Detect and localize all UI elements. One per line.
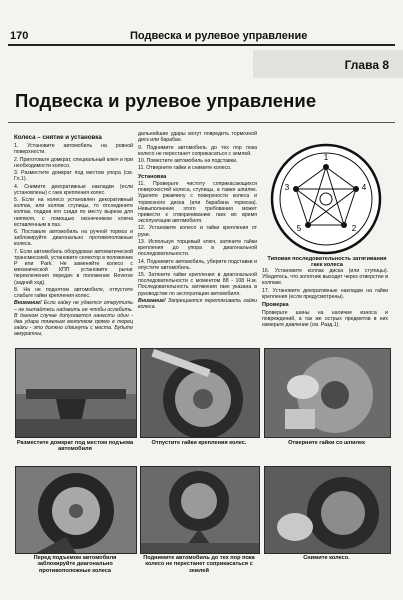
warning-label: Внимание! [138,297,166,304]
subsection-heading: Проверка [262,301,289,308]
stud-label: 2 [351,224,357,233]
photo-caption: Поднимите автомобиль до тех пор пока колесо не перестанет соприкасаться с землей [143,555,255,574]
remove-wheel-image [265,467,390,553]
stud-1 [323,164,329,170]
paragraph: 13. Используя торцевый ключ, затяните гайки крепления до упора в диагональной последовательности. [138,238,257,258]
paragraph: 16. Установите колпак диска (или ступицы). Убедитесь, что золотник выходит через отверстие в колпаке. [262,268,388,287]
stud-label: 5 [296,224,302,233]
photo-block-wheels [15,466,137,554]
running-header: Подвеска и рулевое управление [130,30,308,42]
page-number: 170 [10,30,29,42]
warning-text: Запрещается перетягивать гайки колеса. [138,297,257,311]
warning-paragraph [14,300,133,337]
paragraph: 1. Установите автомобиль на ровной поверхности. [14,143,133,156]
raise-car-image [141,467,259,553]
photo-raise-car [140,466,260,554]
photo-remove-wheel [264,466,391,554]
stud-4 [305,222,311,228]
paragraph: Проверьте шины на наличие износа и повреждений, а так же острых предметов в них измерьте давление (см. Разд.1). [262,309,388,328]
title-rule [8,122,395,123]
page-title: Подвеска и рулевое управление [15,90,317,111]
block-wheels-image [16,467,136,553]
photo-caption: Перед подъемом автомобиля заблокируйте диагонально противоположные колеса [33,555,117,574]
paragraph: дальнейшие удары могут повредить тормозной диск или барабан. [138,131,257,144]
stud-3 [341,222,347,228]
stud-label: 4 [361,183,367,192]
remove-nuts-image [265,349,390,437]
paragraph: 12. Установите колесо и гайки крепления от руки. [138,225,257,238]
stud-2 [353,186,359,192]
photo-remove-nuts [264,348,391,438]
loosen-nuts-image [141,349,259,437]
paragraph: 5. Если на колесо установлен декоративный колпак, или колпак ступицы, то отсоедините колпак, поддев его сзади по месту выреза для ниппеля, с помощью оконечником ключа вставленным в паз. [14,197,133,228]
text-column-2 [138,131,257,311]
warning-label: Внимание! [14,300,42,307]
paragraph: 11. Отверните гайки и снимите колесо. [138,165,232,172]
photo-caption: Разместите домкрат под местом подъема автомобиля [16,440,134,453]
jack-point-image [16,349,136,437]
warning-paragraph [138,298,257,310]
warning-text: Если гайку не удается открутить – не пытайтесь надавить ее чтобы ослабить. В данном случае допускается нанести один - два удара тяжелым молотком прямо в торец гайки - это должно сдвинуть с места. Будьте аккуратны, [14,300,133,338]
photo-caption: Отверните гайки со шпилек [288,440,365,446]
chapter-label: Глава 8 [344,58,389,72]
paragraph: 7. Если автомобиль оборудован автоматической трансмиссией, установите селектор в положение P или Park. Не заменяйте колесо с механической КПП установите рычаг переключения передач в положение Reverse (задний ход). [14,248,133,286]
paragraph: 2. Приготовьте домкрат, специальный ключ и при необходимости колесо. [14,156,133,169]
diagram-caption: Типовая последовательность затягивания гаек колеса [267,256,387,269]
paragraph: 4. Снимите декоративные накладки (если установлены) с гаек крепления колес. [14,183,133,196]
paragraph: 11. Проверьте чистоту соприкасающихся поверхностей колеса, ступицы, а также шпилек. Удалите ржавчину с поверхности колеса и тормозного диска (или барабана тормоза). Невыполнение этого требования может привести к отворачиванию гаек во время эксплуатации автомобиля. [138,181,257,225]
photo-jack-point [15,348,137,438]
subsection-heading: Установка [138,173,167,180]
text-column-1 [14,135,133,339]
paragraph: 3. Разместите домкрат под местом упора (см. Гл.1). [14,170,133,183]
stud-5 [293,186,299,192]
paragraph: 9. Поднимите автомобиль до тех пор пока колесо не перестанет соприкасаться с землей. [138,144,257,157]
photo-caption: Снимите колесо. [303,555,350,561]
paragraph: 8. На не поднятом автомобиле, отпустите слабьте гайки крепления колес. [14,286,133,300]
paragraph: 14. Поднимите автомобиль, уберите подставки и опустите автомобиль. [138,258,257,271]
paragraph: 10. Поместите автомобиль на подставки. [138,158,238,164]
section-heading: Колеса – снятие и установка [14,134,102,141]
paragraph: 15. Затяните гайки крепления в диагональной последовательности с моментом 88 - 108 Н.м. Последовательность затяжения гаек указана в руководстве по эксплуатации автомобиля. [138,272,257,297]
stud-label: 3 [284,183,290,192]
photo-loosen-nuts [140,348,260,438]
stud-label: 1 [323,153,329,162]
photo-caption: Отпустите гайки крепления колес. [151,440,247,446]
hub-center [320,193,332,205]
text-column-3 [262,268,388,329]
paragraph: 6. Поставьте автомобиль на ручной тормоз и заблокируйте диагонально противоположные колеса. [14,229,133,248]
tightening-sequence-diagram [270,143,382,255]
wheel-diagram-svg [270,143,382,255]
paragraph: 17. Установите декоративные накладки на гайки крепления (если предусмотрены). [262,287,388,300]
header-rule [8,44,395,46]
